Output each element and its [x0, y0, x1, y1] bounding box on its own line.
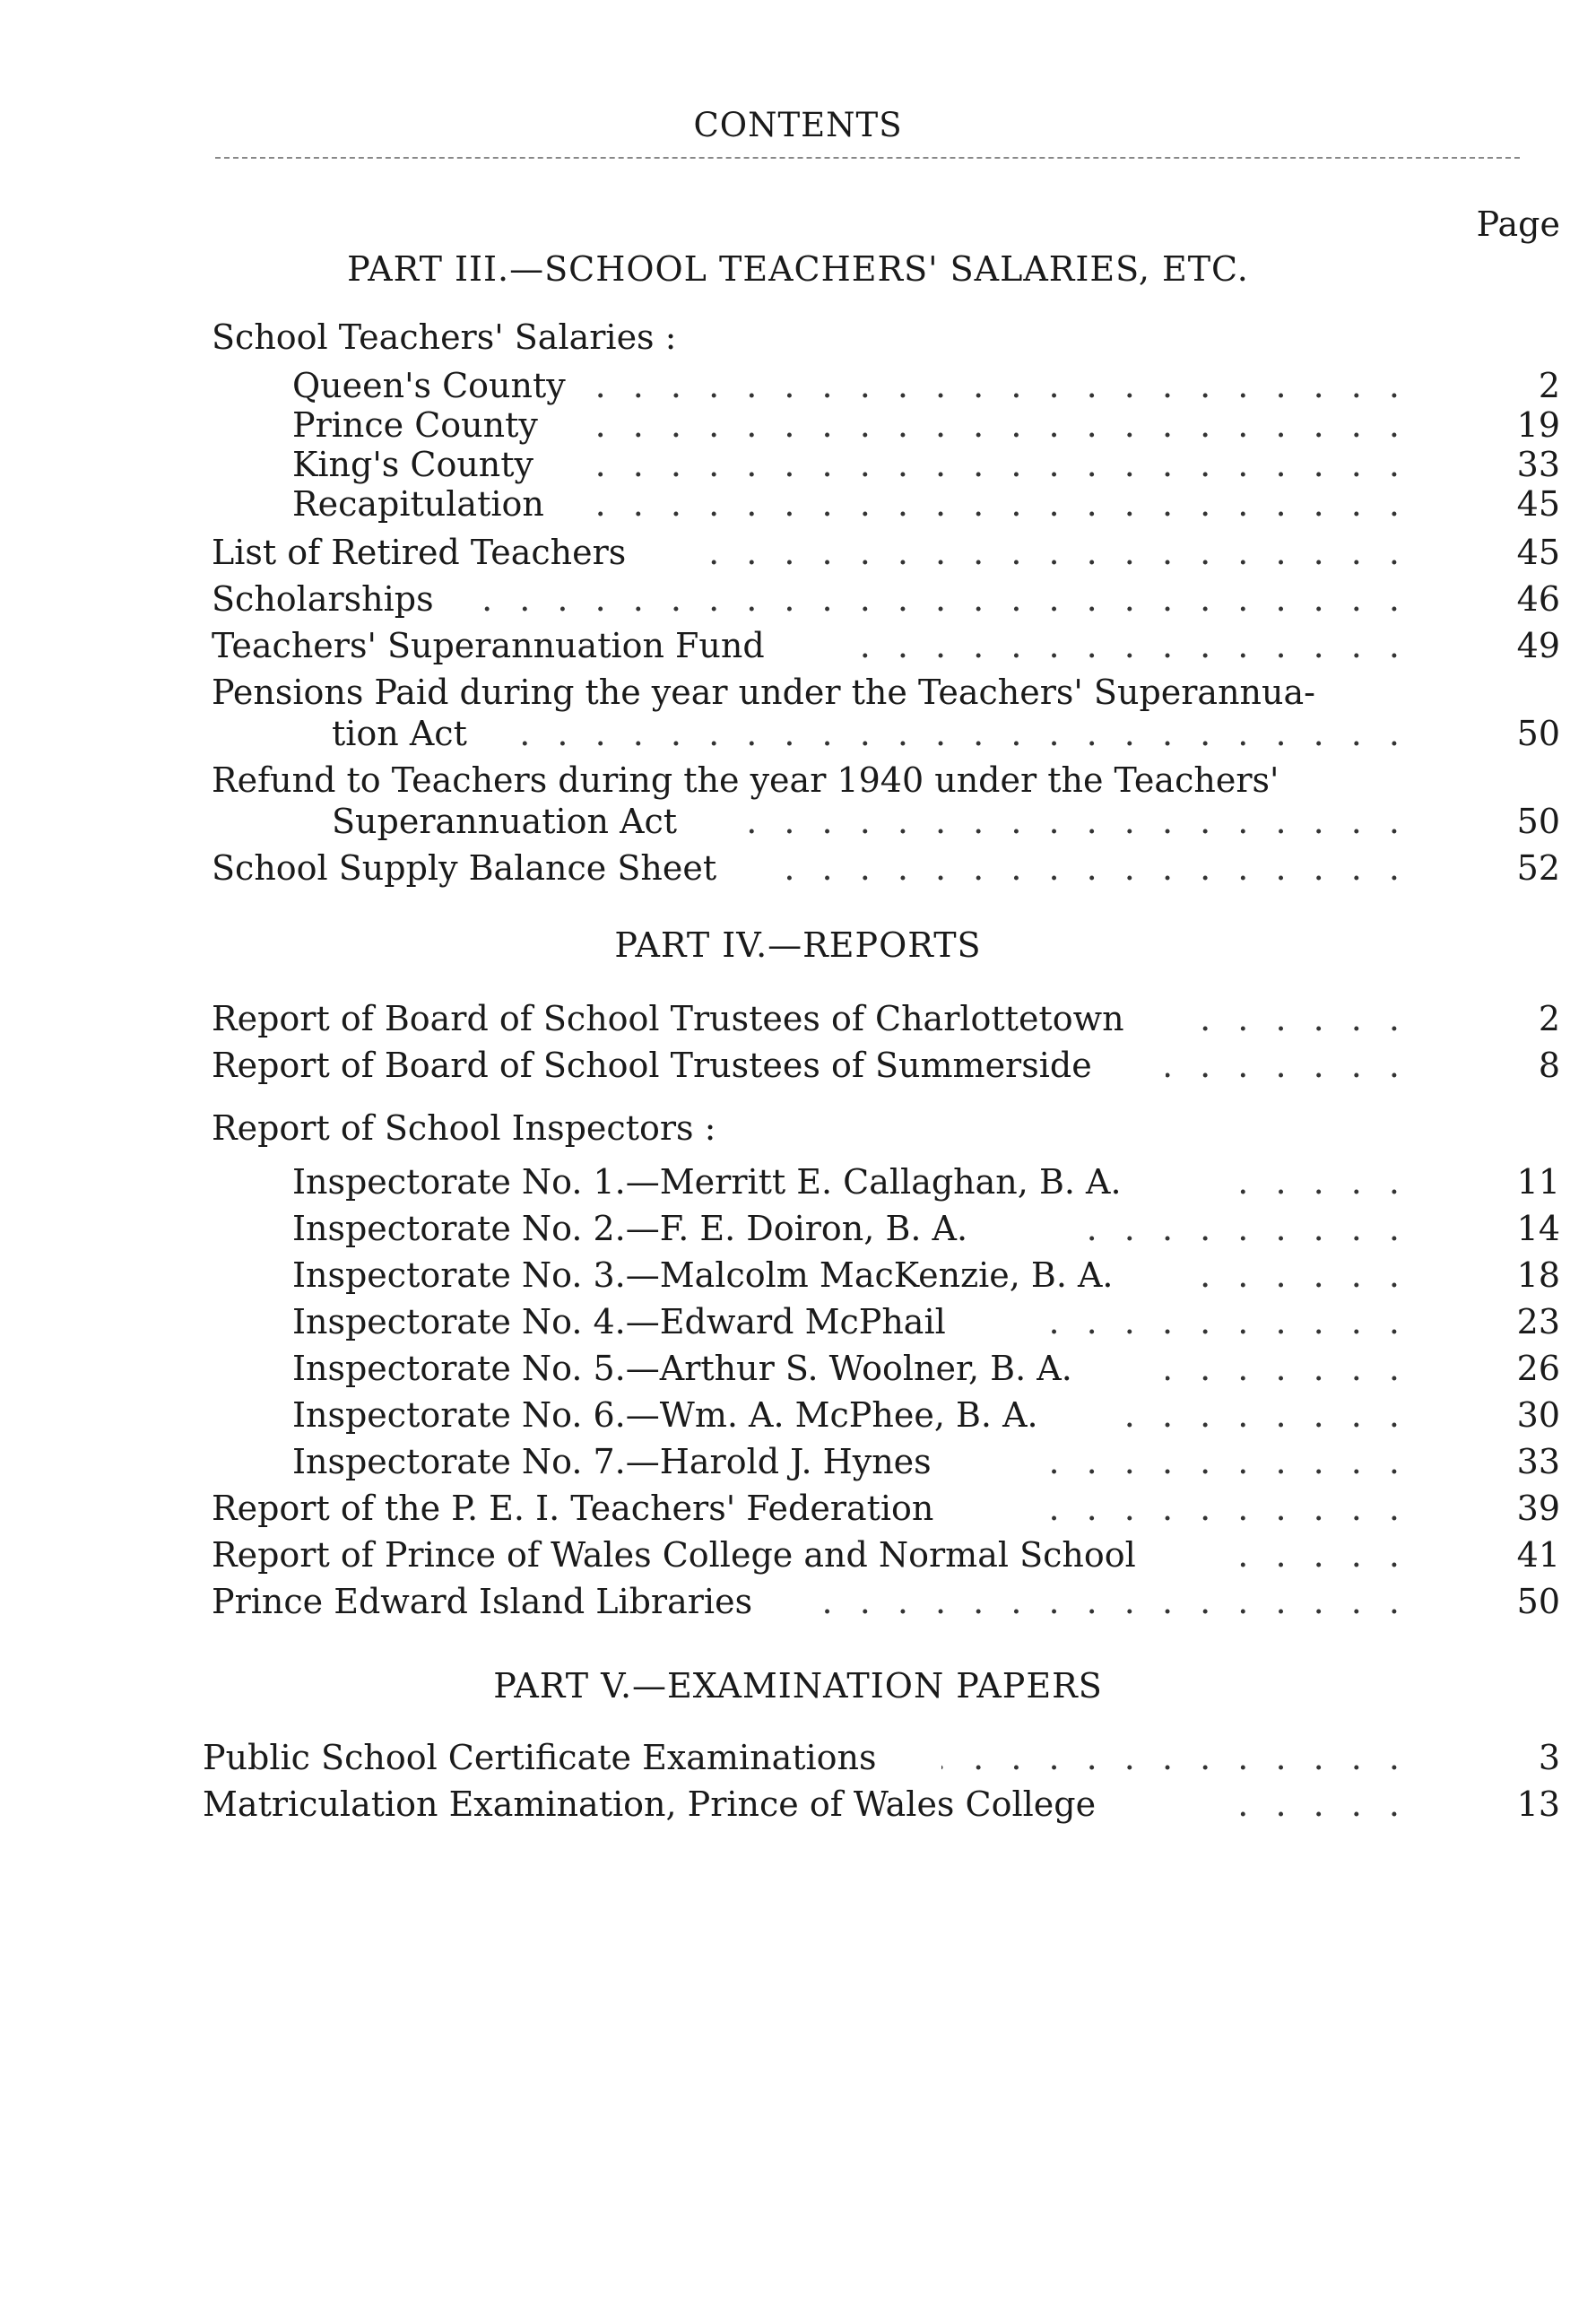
- entry-title-continued: tion Act: [332, 714, 467, 753]
- entry-page: 13: [1516, 1784, 1560, 1824]
- entry-title: Inspectorate No. 1.—Merritt E. Callaghan, B. A.: [292, 1162, 1122, 1202]
- page-column-label: Page: [1476, 204, 1560, 244]
- entry-title: List of Retired Teachers: [212, 533, 627, 572]
- toc-entry[interactable]: [0, 577, 1596, 621]
- toc-entry[interactable]: [0, 364, 1596, 407]
- toc-entry[interactable]: [0, 1207, 1596, 1250]
- entry-title: Report of Board of School Trustees of Summerside: [212, 1046, 1092, 1085]
- entry-title: Inspectorate No. 2.—F. E. Doiron, B. A.: [292, 1209, 968, 1248]
- entry-page: 39: [1516, 1489, 1560, 1528]
- toc-entry[interactable]: [0, 531, 1596, 574]
- entry-page: 8: [1538, 1046, 1560, 1085]
- entry-title: Public School Certificate Examinations: [203, 1738, 877, 1777]
- leader-dots: [834, 624, 1408, 667]
- entry-title: Inspectorate No. 3.—Malcolm MacKenzie, B. A.: [292, 1255, 1114, 1295]
- entry-title: Inspectorate No. 6.—Wm. A. McPhee, B. A.: [292, 1395, 1038, 1435]
- leader-dots: [502, 712, 1408, 755]
- entry-page: 45: [1516, 484, 1560, 524]
- entry-page: 46: [1516, 579, 1560, 619]
- entry-title: King's County: [292, 445, 534, 484]
- entry-page: 41: [1516, 1535, 1560, 1575]
- toc-entry[interactable]: [0, 1440, 1596, 1483]
- entry-page: 50: [1516, 802, 1560, 841]
- entry-page: 49: [1516, 626, 1560, 665]
- part3-heading: PART III.—SCHOOL TEACHERS' SALARIES, ETC.: [347, 249, 1249, 289]
- toc-entry[interactable]: [0, 1044, 1596, 1087]
- entry-title: Queen's County: [292, 366, 566, 405]
- entry-page: 23: [1516, 1302, 1560, 1341]
- toc-entry[interactable]: [0, 1487, 1596, 1530]
- entry-page: 3: [1538, 1738, 1560, 1777]
- toc-entry[interactable]: [0, 1254, 1596, 1297]
- leader-dots: [1201, 997, 1408, 1040]
- entry-title: Prince County: [292, 405, 538, 445]
- entry-page: 11: [1516, 1162, 1560, 1202]
- entry-page: 30: [1516, 1395, 1560, 1435]
- part4-heading: PART IV.—REPORTS: [614, 925, 982, 965]
- leader-dots: [475, 577, 1408, 621]
- entry-page: 50: [1516, 714, 1560, 753]
- entry-title: Teachers' Superannuation Fund: [212, 626, 765, 665]
- entry-title: Inspectorate No. 5.—Arthur S. Woolner, B. A.: [292, 1349, 1072, 1388]
- leader-dots: [574, 404, 1408, 447]
- salaries-label-row: [0, 316, 1596, 359]
- salaries-label: School Teachers' Salaries :: [212, 317, 677, 357]
- leader-dots: [1022, 1487, 1408, 1530]
- toc-entry[interactable]: [0, 482, 1596, 525]
- toc-entry[interactable]: [0, 404, 1596, 447]
- leader-dots: [574, 443, 1408, 486]
- entry-title: Prince Edward Island Libraries: [212, 1582, 753, 1621]
- entry-title: Inspectorate No. 4.—Edward McPhail: [292, 1302, 946, 1341]
- leader-dots: [816, 1580, 1408, 1623]
- entry-page: 2: [1538, 999, 1560, 1038]
- leader-dots: [1228, 1533, 1408, 1576]
- leader-dots: [592, 482, 1408, 525]
- entry-title-continued: Superannuation Act: [332, 802, 678, 841]
- leader-dots: [1058, 1207, 1408, 1250]
- leader-dots: [1103, 1393, 1408, 1437]
- entry-title: Pensions Paid during the year under the Teachers' Superannua-: [212, 673, 1315, 712]
- inspectors-label-row: [0, 1107, 1596, 1150]
- entry-title: Report of Board of School Trustees of Charlottetown: [212, 999, 1124, 1038]
- entry-page: 50: [1516, 1582, 1560, 1621]
- part5-heading: PART V.—EXAMINATION PAPERS: [493, 1666, 1103, 1706]
- leader-dots: [762, 846, 1408, 890]
- toc-entry-line2[interactable]: [0, 712, 1596, 755]
- toc-entry[interactable]: [0, 624, 1596, 667]
- entry-title: Report of the P. E. I. Teachers' Federation: [212, 1489, 934, 1528]
- toc-entry[interactable]: [0, 1783, 1596, 1826]
- entry-title: Matriculation Examination, Prince of Wales College: [203, 1784, 1097, 1824]
- entry-title: Inspectorate No. 7.—Harold J. Hynes: [292, 1442, 932, 1481]
- toc-entry-line1[interactable]: [0, 759, 1596, 802]
- leader-dots: [1022, 1440, 1408, 1483]
- leader-dots: [1022, 1300, 1408, 1343]
- leader-dots: [1210, 1783, 1408, 1826]
- header-rule: [215, 157, 1520, 159]
- toc-entry[interactable]: [0, 997, 1596, 1040]
- entry-page: 45: [1516, 533, 1560, 572]
- entry-title: Recapitulation: [292, 484, 544, 524]
- toc-entry[interactable]: [0, 846, 1596, 890]
- entry-page: 26: [1516, 1349, 1560, 1388]
- entry-title: Scholarships: [212, 579, 434, 619]
- leader-dots: [592, 364, 1408, 407]
- entry-page: 33: [1516, 1442, 1560, 1481]
- toc-entry[interactable]: [0, 1160, 1596, 1203]
- inspectors-label: Report of School Inspectors :: [212, 1108, 716, 1148]
- entry-page: 14: [1516, 1209, 1560, 1248]
- entry-page: 52: [1516, 848, 1560, 888]
- leader-dots: [1201, 1254, 1408, 1297]
- toc-entry[interactable]: [0, 443, 1596, 486]
- page-header: CONTENTS: [693, 106, 903, 144]
- toc-entry[interactable]: [0, 1533, 1596, 1576]
- entry-title: Report of Prince of Wales College and Normal School: [212, 1535, 1136, 1575]
- toc-entry-line1[interactable]: [0, 671, 1596, 714]
- leader-dots: [941, 1736, 1408, 1779]
- entry-title: School Supply Balance Sheet: [212, 848, 717, 888]
- toc-entry[interactable]: [0, 1393, 1596, 1437]
- toc-entry[interactable]: [0, 1736, 1596, 1779]
- entry-title: Refund to Teachers during the year 1940 under the Teachers': [212, 760, 1279, 800]
- entry-page: 19: [1516, 405, 1560, 445]
- entry-page: 33: [1516, 445, 1560, 484]
- leader-dots: [1166, 1347, 1408, 1390]
- leader-dots: [1219, 1160, 1408, 1203]
- entry-page: 18: [1516, 1255, 1560, 1295]
- toc-entry[interactable]: [0, 1347, 1596, 1390]
- leader-dots: [1166, 1044, 1408, 1087]
- toc-entry[interactable]: [0, 1300, 1596, 1343]
- leader-dots: [681, 531, 1408, 574]
- toc-entry-line2[interactable]: [0, 800, 1596, 843]
- toc-entry[interactable]: [0, 1580, 1596, 1623]
- entry-page: 2: [1538, 366, 1560, 405]
- leader-dots: [717, 800, 1408, 843]
